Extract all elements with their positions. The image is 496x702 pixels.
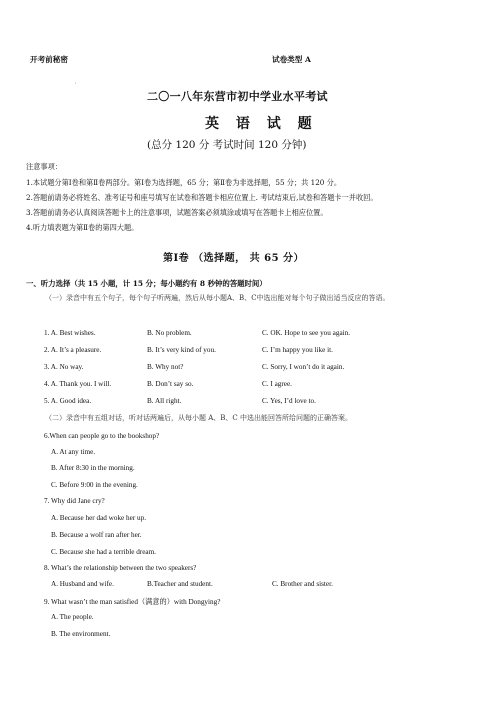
option-a: 3. A. No way. [44,363,84,371]
question-text: 6.When can people go to the bookshop? [44,432,160,440]
sub1-instruction: （一）录音中有五个句子，每个句子听两遍，然后从每小题A、B、C中选出能对每个句子做出适当反应的答语。 [45,294,390,302]
paper-type-label: 试卷类型 A [272,55,311,64]
subject-title: 英 语 试 题 [205,116,318,132]
answer-option: C. Brother and sister. [272,580,333,588]
option-c: C. Yes, I’d love to. [262,397,316,405]
option-c: C. I’m happy you like it. [262,346,333,354]
option-c: C. Sorry, I won’t do it again. [262,363,345,371]
answer-option: A. The people. [51,613,94,621]
notes-heading: 注意事项： [26,162,62,171]
answer-option: A. Husband and wife. [51,580,114,588]
option-a: 4. A. Thank you. I will. [44,380,112,388]
option-a: 1. A. Best wishes. [44,329,96,337]
answer-option: C. Because she had a terrible dream. [51,548,156,556]
question-text: 9. What wasn’t the man satisfied（满意的）with Dongying? [44,598,221,606]
note-item: 4.听力填表题为第Ⅱ卷的第四大题。 [26,223,139,232]
answer-option: B. Because a wolf ran after her. [51,531,142,539]
stray-mark: ' [75,82,77,88]
exam-meta: (总分 120 分 考试时间 120 分钟) [147,139,307,151]
sub2-instruction: （二）录音中有五组对话，听对话两遍后，从每小题 A、B、C 中选出能回答所给问题的正确答案。 [45,414,353,422]
answer-option: B. The environment. [51,630,111,638]
question-text: 7. Why did Jane cry? [44,497,105,505]
confidential-label: 开考前秘密 [30,55,68,64]
option-b: B. No problem. [147,329,192,337]
part-title: 一、听力选择（共 15 小题，计 15 分；每小题约有 8 秒钟的答题时间） [26,279,267,288]
option-a: 2. A. It’s a pleasure. [44,346,102,354]
option-b: B. Don’t say so. [147,380,194,388]
exam-title: 二〇一八年东营市初中学业水平考试 [147,90,328,103]
answer-option: C. Before 9:00 in the evening. [51,481,138,489]
note-item: 3.答题前请务必认真阅读答题卡上的注意事项，试题答案必须填涂或填写在答题卡上相应位置。 [26,208,328,217]
answer-option: A. At any time. [51,448,96,456]
option-a: 5. A. Good idea. [44,397,92,405]
answer-option: B.Teacher and student. [147,580,213,588]
option-c: C. I agree. [262,380,292,388]
question-text: 8. What’s the relationship between the two speakers? [44,564,197,572]
answer-option: B. After 8:30 in the morning. [51,464,135,472]
option-b: B. All right. [147,397,182,405]
option-b: B. It’s very kind of you. [147,346,216,354]
note-item: 2.答题前请务必将姓名、准考证号和座号填写在试卷和答题卡相应位置上. 考试结束后,试卷和答题卡一并收回。 [26,193,378,202]
section-title: 第Ⅰ卷 （选择题， 共 65 分） [163,253,305,264]
answer-option: A. Because her dad woke her up. [51,514,146,522]
option-c: C. OK. Hope to see you again. [262,329,351,337]
note-item: 1.本试题分第Ⅰ卷和第Ⅱ卷两部分。第Ⅰ卷为选择题，65 分；第Ⅱ卷为非选择题，55 分；共 120 分。 [26,178,342,187]
option-b: B. Why not? [147,363,184,371]
